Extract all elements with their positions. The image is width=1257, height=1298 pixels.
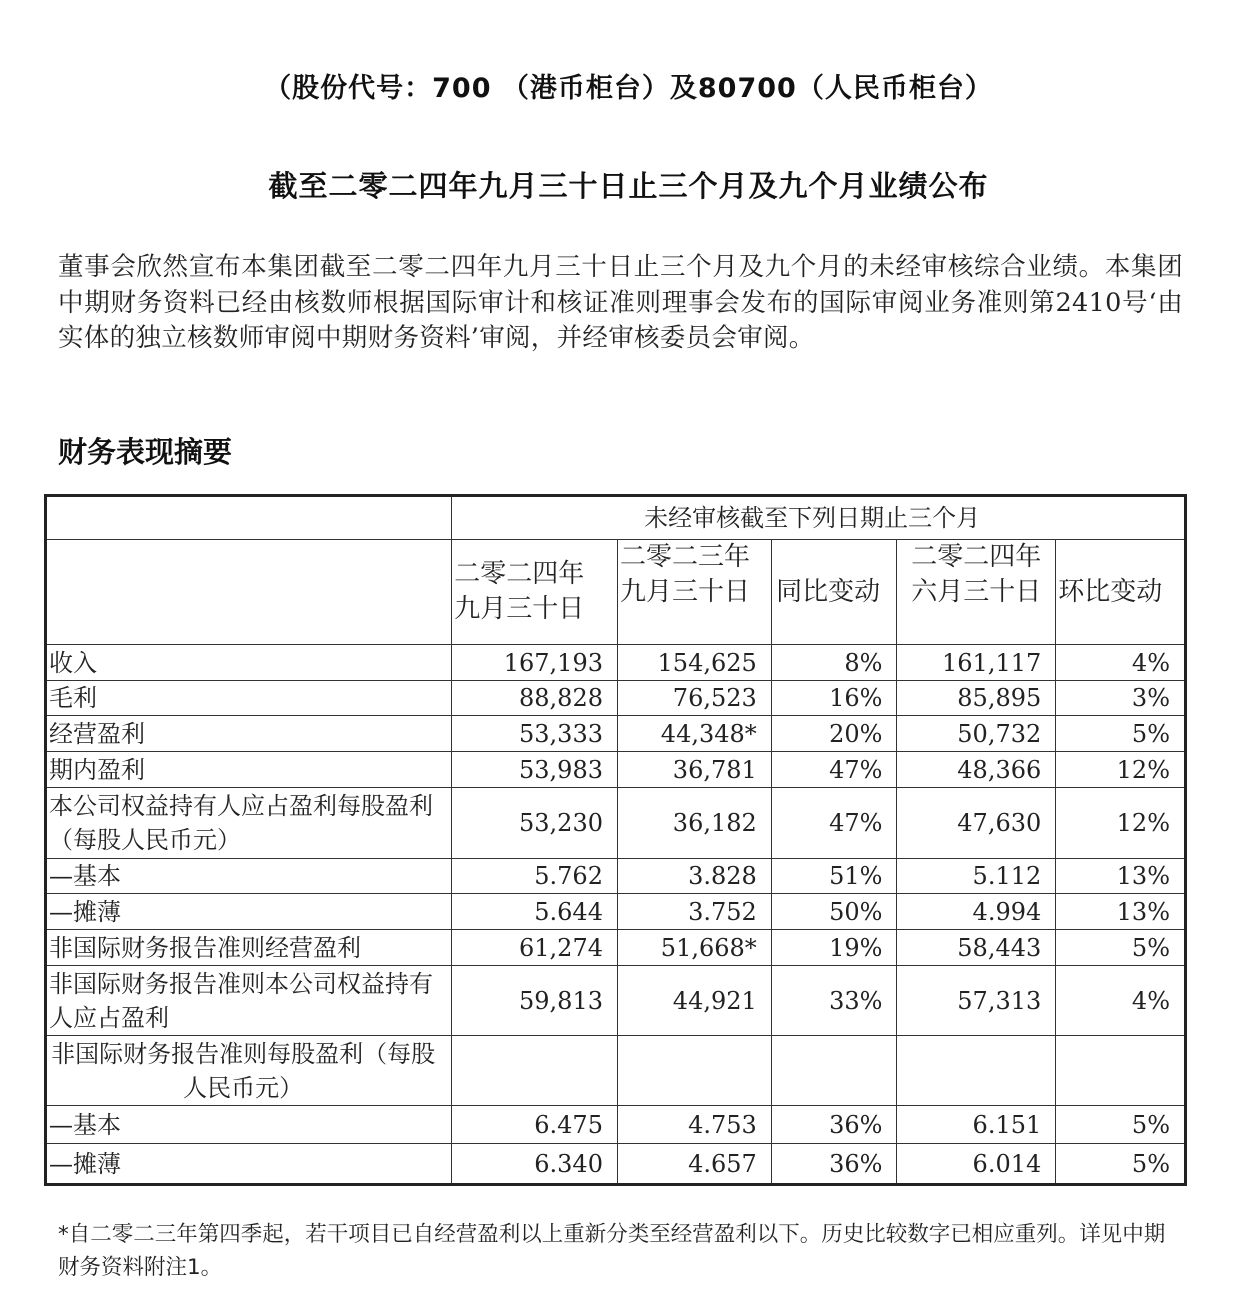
value-cell: 13% bbox=[1056, 894, 1186, 930]
value-cell: 47% bbox=[771, 788, 897, 859]
value-cell: 59,813 bbox=[452, 966, 618, 1036]
value-cell: 53,983 bbox=[452, 752, 618, 788]
value-cell bbox=[452, 1036, 618, 1106]
table-row bbox=[46, 645, 1186, 681]
value-cell: 36% bbox=[771, 1144, 897, 1185]
row-label: —摊薄 bbox=[46, 1144, 452, 1185]
value-cell: 88,828 bbox=[452, 681, 618, 716]
value-cell: 57,313 bbox=[897, 966, 1056, 1036]
row-label: —摊薄 bbox=[46, 894, 452, 930]
value-cell: 8% bbox=[771, 645, 897, 681]
value-cell: 4% bbox=[1056, 966, 1186, 1036]
table-row bbox=[46, 752, 1186, 788]
value-cell: 5.644 bbox=[452, 894, 618, 930]
value-cell: 85,895 bbox=[897, 681, 1056, 716]
value-cell: 53,230 bbox=[452, 788, 618, 859]
value-cell: 51,668* bbox=[617, 930, 771, 966]
table-row bbox=[46, 788, 1186, 859]
value-cell: 167,193 bbox=[452, 645, 618, 681]
financial-summary-table bbox=[44, 494, 1187, 1186]
column-header: 同比变动 bbox=[771, 540, 897, 645]
value-cell bbox=[771, 1036, 897, 1106]
value-cell: 50,732 bbox=[897, 716, 1056, 752]
table-group-header-row bbox=[46, 496, 1186, 540]
value-cell: 44,921 bbox=[617, 966, 771, 1036]
row-label: 本公司权益持有人应占盈利每股盈利（每股人民币元） bbox=[46, 788, 452, 859]
value-cell: 5% bbox=[1056, 1106, 1186, 1144]
table-row bbox=[46, 1106, 1186, 1144]
value-cell: 6.340 bbox=[452, 1144, 618, 1185]
value-cell bbox=[897, 1036, 1056, 1106]
column-header: 二零二四年九月三十日 bbox=[452, 540, 618, 645]
value-cell bbox=[617, 1036, 771, 1106]
value-cell: 16% bbox=[771, 681, 897, 716]
value-cell: 20% bbox=[771, 716, 897, 752]
table-row bbox=[46, 930, 1186, 966]
row-label: 非国际财务报告准则经营盈利 bbox=[46, 930, 452, 966]
value-cell: 5.112 bbox=[897, 859, 1056, 894]
value-cell: 154,625 bbox=[617, 645, 771, 681]
value-cell: 47% bbox=[771, 752, 897, 788]
value-cell: 36% bbox=[771, 1106, 897, 1144]
column-header: 环比变动 bbox=[1056, 540, 1186, 645]
value-cell: 19% bbox=[771, 930, 897, 966]
header-empty-cell bbox=[46, 540, 452, 645]
value-cell: 47,630 bbox=[897, 788, 1056, 859]
table-row bbox=[46, 681, 1186, 716]
value-cell: 5% bbox=[1056, 716, 1186, 752]
value-cell: 61,274 bbox=[452, 930, 618, 966]
value-cell: 4% bbox=[1056, 645, 1186, 681]
table-row bbox=[46, 859, 1186, 894]
value-cell: 12% bbox=[1056, 752, 1186, 788]
value-cell: 5.762 bbox=[452, 859, 618, 894]
group-header: 未经审核截至下列日期止三个月 bbox=[452, 496, 1186, 540]
value-cell: 76,523 bbox=[617, 681, 771, 716]
table-row bbox=[46, 716, 1186, 752]
value-cell: 5% bbox=[1056, 1144, 1186, 1185]
row-label: —基本 bbox=[46, 1106, 452, 1144]
value-cell: 58,443 bbox=[897, 930, 1056, 966]
table-column-header-row bbox=[46, 540, 1186, 645]
value-cell: 33% bbox=[771, 966, 897, 1036]
section-title: 财务表现摘要 bbox=[58, 435, 233, 469]
value-cell: 3.828 bbox=[617, 859, 771, 894]
value-cell: 48,366 bbox=[897, 752, 1056, 788]
row-label: 非国际财务报告准则本公司权益持有人应占盈利 bbox=[46, 966, 452, 1036]
value-cell: 12% bbox=[1056, 788, 1186, 859]
row-label: 收入 bbox=[46, 645, 452, 681]
table-row bbox=[46, 1144, 1186, 1185]
header-empty-cell bbox=[46, 496, 452, 540]
column-header: 二零二四年六月三十日 bbox=[897, 540, 1056, 645]
value-cell: 3.752 bbox=[617, 894, 771, 930]
table-row bbox=[46, 966, 1186, 1036]
stock-code: （股份代号：700 （港币柜台）及80700（人民币柜台） bbox=[264, 73, 993, 104]
page-title: 截至二零二四年九月三十日止三个月及九个月业绩公布 bbox=[268, 169, 989, 203]
value-cell: 6.151 bbox=[897, 1106, 1056, 1144]
column-header: 二零二三年九月三十日 bbox=[617, 540, 771, 645]
value-cell: 53,333 bbox=[452, 716, 618, 752]
row-label: —基本 bbox=[46, 859, 452, 894]
table-row bbox=[46, 894, 1186, 930]
value-cell: 44,348* bbox=[617, 716, 771, 752]
value-cell: 36,182 bbox=[617, 788, 771, 859]
intro-paragraph: 董事会欣然宣布本集团截至二零二四年九月三十日止三个月及九个月的未经审核综合业绩。本集团中期财务资料已经由核数师根据国际审计和核证准则理事会发布的国际审阅业务准则第2410号‘由实体的独立核数师审阅中期财务资料’审阅，并经审核委员会审阅。 bbox=[58, 252, 1183, 353]
table-row bbox=[46, 1036, 1186, 1106]
value-cell: 51% bbox=[771, 859, 897, 894]
value-cell: 161,117 bbox=[897, 645, 1056, 681]
value-cell: 4.753 bbox=[617, 1106, 771, 1144]
footnote: *自二零二三年第四季起，若干项目已自经营盈利以上重新分类至经营盈利以下。历史比较数字已相应重列。详见中期财务资料附注1。 bbox=[58, 1222, 1166, 1280]
value-cell: 3% bbox=[1056, 681, 1186, 716]
value-cell: 5% bbox=[1056, 930, 1186, 966]
value-cell: 6.014 bbox=[897, 1144, 1056, 1185]
value-cell: 4.994 bbox=[897, 894, 1056, 930]
row-label: 期内盈利 bbox=[46, 752, 452, 788]
row-label: 非国际财务报告准则每股盈利（每股人民币元） bbox=[46, 1036, 452, 1106]
value-cell bbox=[1056, 1036, 1186, 1106]
value-cell: 4.657 bbox=[617, 1144, 771, 1185]
value-cell: 13% bbox=[1056, 859, 1186, 894]
row-label: 经营盈利 bbox=[46, 716, 452, 752]
value-cell: 6.475 bbox=[452, 1106, 618, 1144]
value-cell: 50% bbox=[771, 894, 897, 930]
row-label: 毛利 bbox=[46, 681, 452, 716]
value-cell: 36,781 bbox=[617, 752, 771, 788]
